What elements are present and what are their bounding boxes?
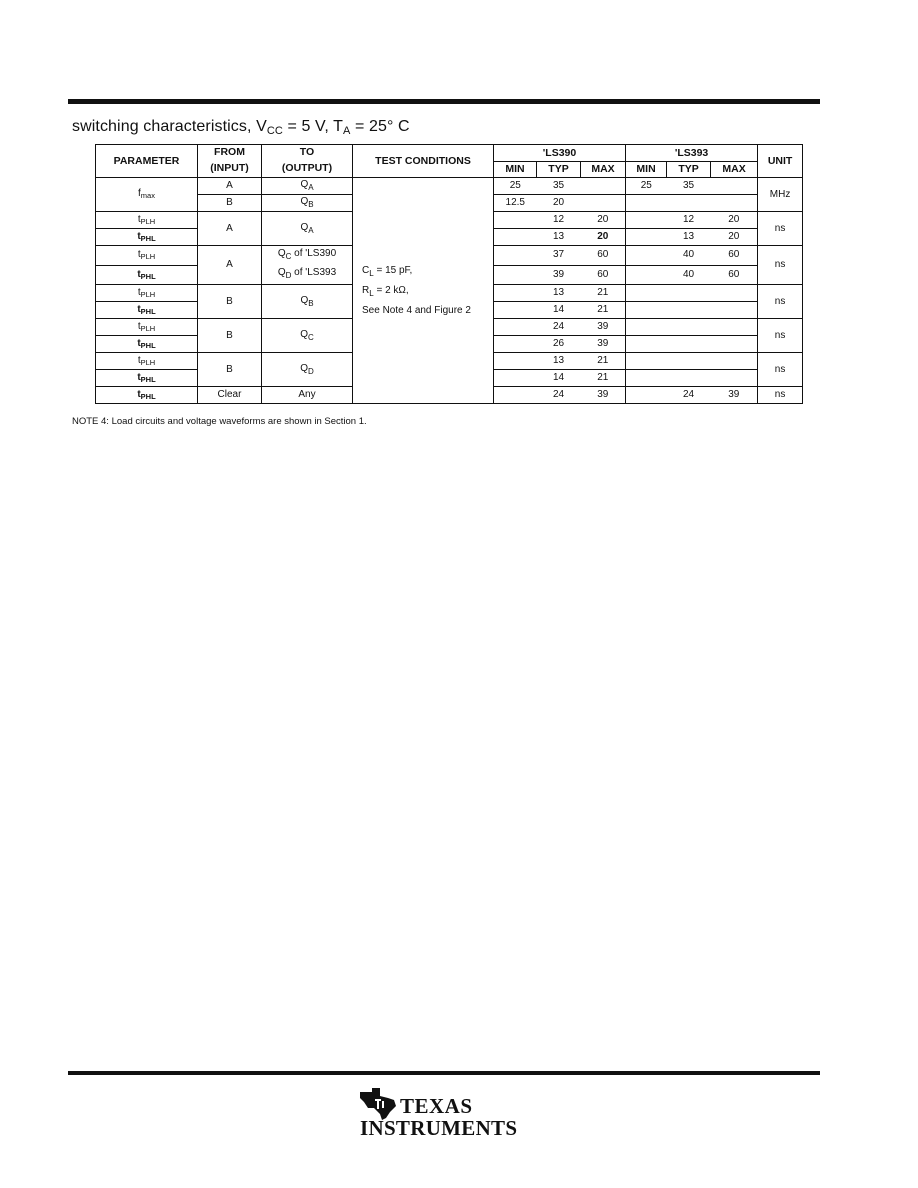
value-cell [667,353,711,370]
switching-characteristics-table [95,144,803,404]
value-cell [711,178,758,195]
value-cell [626,285,667,302]
value-cell: 40 [667,246,711,266]
value-cell: 39 [711,387,758,404]
value-cell: 25 [494,178,537,195]
param-cell: $t_{PHL}$ [96,387,198,404]
value-cell [626,195,667,212]
value-cell: 13 [537,285,581,302]
value-cell [667,370,711,387]
value-cell [494,336,537,353]
to-cell: $Q_C$ of 'LS390 $Q_D$ of 'LS393 [262,246,353,285]
unit-cell: ns [758,246,803,285]
header-unit: UNIT [758,145,803,178]
header-ls390: 'LS390 [494,145,626,162]
logo-word-texas: TEXAS [400,1094,473,1118]
value-cell: 39 [581,319,626,336]
param-cell: $t_{PLH}$ [96,246,198,266]
param-cell: $t_{PHL}$ [96,302,198,319]
bottom-rule [68,1071,820,1075]
value-cell [494,285,537,302]
value-cell [494,319,537,336]
header-max: MAX [711,162,758,178]
param-cell: $t_{PHL}$ [96,336,198,353]
header-typ: TYP [537,162,581,178]
header-parameter: PARAMETER [96,145,198,178]
value-cell: 35 [537,178,581,195]
value-cell [494,353,537,370]
condition-note: See Note 4 and Figure 2 [362,305,471,316]
value-cell [494,229,537,246]
value-cell: 13 [537,353,581,370]
value-cell [581,195,626,212]
value-cell [626,336,667,353]
logo-word-instruments: INSTRUMENTS [360,1116,518,1140]
value-cell [626,229,667,246]
value-cell: 20 [581,212,626,229]
value-cell: 20 [711,229,758,246]
to-cell: $Q_C$ [262,319,353,353]
to-cell: $Q_B$ [262,285,353,319]
value-cell [581,178,626,195]
param-cell: $t_{PHL}$ [96,265,198,285]
value-cell: 26 [537,336,581,353]
value-cell: 21 [581,353,626,370]
from-cell: A [198,212,262,246]
param-cell: $t_{PLH}$ [96,212,198,229]
param-cell: $f_{max}$ [96,178,198,212]
value-cell [667,285,711,302]
value-cell: 35 [667,178,711,195]
unit-cell: ns [758,353,803,387]
value-cell [626,265,667,285]
value-cell: 14 [537,302,581,319]
value-cell [494,302,537,319]
param-cell: $t_{PHL}$ [96,370,198,387]
value-cell: 14 [537,370,581,387]
value-cell [494,212,537,229]
from-cell: B [198,319,262,353]
value-cell [626,302,667,319]
from-cell: B [198,195,262,212]
top-rule [68,99,820,104]
param-cell: $t_{PLH}$ [96,319,198,336]
value-cell [667,336,711,353]
header-max: MAX [581,162,626,178]
value-cell: 37 [537,246,581,266]
param-cell: $t_{PHL}$ [96,229,198,246]
value-cell [711,302,758,319]
value-cell: 40 [667,265,711,285]
param-cell: $t_{PLH}$ [96,285,198,302]
unit-cell: ns [758,285,803,319]
from-cell: B [198,353,262,387]
value-cell [626,370,667,387]
condition-rl: $R_L = 2$ kΩ, [362,285,409,298]
value-cell: 21 [581,285,626,302]
value-cell [711,353,758,370]
value-cell [626,246,667,266]
value-cell: 24 [537,319,581,336]
from-cell: A [198,178,262,195]
value-cell: 20 [581,229,626,246]
value-cell: 39 [581,336,626,353]
unit-cell: MHz [758,178,803,212]
header-min: MIN [494,162,537,178]
value-cell: 60 [711,265,758,285]
value-cell: 39 [537,265,581,285]
table-row [96,178,803,195]
value-cell [626,212,667,229]
value-cell: 12 [667,212,711,229]
value-cell: 60 [581,246,626,266]
value-cell: 39 [581,387,626,404]
header-test-conditions: TEST CONDITIONS [353,145,494,178]
value-cell [711,195,758,212]
header-typ: TYP [667,162,711,178]
value-cell [667,319,711,336]
value-cell [667,302,711,319]
value-cell [626,353,667,370]
value-cell [711,285,758,302]
unit-cell: ns [758,319,803,353]
value-cell [494,246,537,266]
from-cell: Clear [198,387,262,404]
value-cell: 60 [711,246,758,266]
value-cell: 12.5 [494,195,537,212]
section-heading: switching characteristics, $V_{CC} = 5$ V, $T_A = 25^\circ$ C [72,118,410,137]
condition-cl: $C_L = 15$ pF, [362,265,413,278]
value-cell [711,319,758,336]
unit-cell: ns [758,387,803,404]
value-cell: 21 [581,302,626,319]
to-cell: $Q_B$ [262,195,353,212]
note-4: NOTE 4: Load circuits and voltage waveforms are shown in Section 1. [72,416,367,427]
value-cell: 60 [581,265,626,285]
to-cell: $Q_A$ [262,178,353,195]
from-cell: B [198,285,262,319]
value-cell: 21 [581,370,626,387]
value-cell: 13 [667,229,711,246]
header-to: TO (OUTPUT) [262,145,353,178]
value-cell: 12 [537,212,581,229]
value-cell: 24 [667,387,711,404]
value-cell: 24 [537,387,581,404]
value-cell: 20 [537,195,581,212]
value-cell: 13 [537,229,581,246]
test-conditions-cell [353,178,494,404]
value-cell [494,370,537,387]
value-cell [667,195,711,212]
to-cell: $Q_A$ [262,212,353,246]
param-cell: $t_{PLH}$ [96,353,198,370]
from-cell: A [198,246,262,285]
unit-cell: ns [758,212,803,246]
value-cell [711,370,758,387]
value-cell: 25 [626,178,667,195]
value-cell [626,387,667,404]
value-cell [711,336,758,353]
value-cell [494,265,537,285]
value-cell: 20 [711,212,758,229]
to-cell: $Q_D$ [262,353,353,387]
header-from: FROM (INPUT) [198,145,262,178]
texas-instruments-logo [358,1086,518,1142]
to-cell: Any [262,387,353,404]
value-cell [494,387,537,404]
value-cell [626,319,667,336]
header-min: MIN [626,162,667,178]
header-ls393: 'LS393 [626,145,758,162]
